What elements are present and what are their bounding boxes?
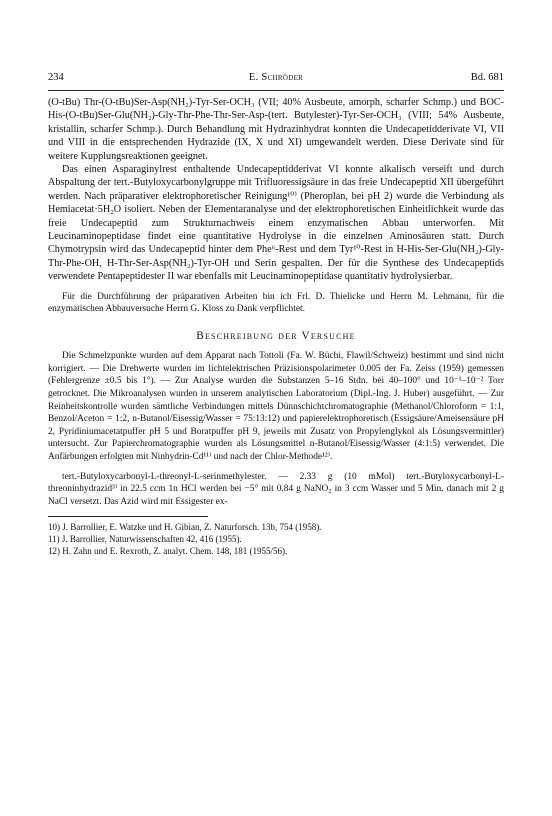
footnote: 12) H. Zahn und E. Rexroth, Z. analyt. Chem. 148, 181 (1955/56). — [48, 545, 288, 556]
paragraph-undecapeptide: Das einen Asparaginylrest enthaltende Undecapeptidderivat VI konnte alkalisch verseift und durch Abspaltung der tert.-Butyloxycarbonylgruppe mit Trifluoressigsäure in das freie Undecapeptid XII übergeführt werden. Nach präparativer elektrophoretischer Reinigung¹⁰⁾ (Pheroplan, bei pH 2) wurde die Verbindung als Hemiacetat·5H₂O isoliert. Neben der Elementaranalyse und der elektrophoretischen Einheitlichkeit wurde das freie Undecapeptid zum Strukturnachweis einem enzymatischen Abbau unterworfen. Mit Leucinaminopeptidase findet eine quantitative Hydrolyse in die einzelnen Aminosäuren statt. Durch Chymotrypsin wird das Undecapeptid hinter dem Phe⁶-Rest und dem Tyr¹⁰-Rest in H-His-Ser-Glu(NH₂)-Gly-Thr-Phe-OH, H-Thr-Ser-Asp(NH₂)-Tyr-OH und Serin gespalten. Der für die Synthese des Undecapeptids verwendete Pentapeptidester II war ebenfalls mit Leucinaminopeptidase quantitativ hydrolysierbar. — [48, 164, 504, 283]
page-number: 234 — [48, 72, 64, 83]
paragraph-continued: (O-tBu) Thr-(O-tBu)Ser-Asp(NH₂)-Tyr-Ser-OCH₃ (VII; 40% Ausbeute, amorph, scharfer Schmp.) und BOC-His-(O-tBu)Ser-Glu(NH₂)-Gly-Thr-Phe-Thr-Ser-Asp-(tert. Butylester)-Tyr-Ser-OCH₃ (VIII; 54% Ausbeute, kristallin, scharfer Schmp.). Durch Behandlung mit Hydrazinhydrat konnten die Undecapetidderivate VI, VII und VIII in die entsprechenden Hydrazide (IX, X und XI) umgewandelt werden. Diese Derivate sind für weitere Kupplungsreaktionen geeignet. — [48, 97, 504, 162]
footnote-rule — [48, 516, 208, 517]
header-rule — [48, 90, 504, 91]
procedure-paragraph: tert.-Butyloxycarbonyl-L-threonyl-L-serinmethylester. — 2.33 g (10 mMol) tert.-Butyloxycarbonyl-L-threoninhydrazid³⁾ in 22.5 ccm 1n HCl werden bei −5° mit 0.84 g NaNO₂ in 3 ccm Wasser und 5 Min. danach mit 2 g NaCl versetzt. Das Azid wird mit Essigester ex- — [48, 471, 504, 507]
acknowledgement: Für die Durchführung der präparativen Arbeiten bin ich Frl. D. Thielicke und Herrn M. Lehmann, für die enzymatischen Abbauversuche Herrn G. Kloss zu Dank verpflichtet. — [48, 291, 504, 315]
body-text — [48, 96, 504, 557]
methods-paragraph: Die Schmelzpunkte wurden auf dem Apparat nach Tottoli (Fa. W. Büchi, Flawil/Schweiz) bestimmt und sind nicht korrigiert. — Die Drehwerte wurden im lichtelektrischen Präzisionspolarimeter 0.005 der Fa. Zeiss (1959) gemessen (Fehlergrenze ±0.5 bis 1°). — Zur Analyse wurden die Substanzen 5–16 Stdn. bei 40–100° und 10⁻¹–10⁻² Torr getrocknet. Die Mikroanalysen wurden in unserem analytischen Laboratorium (Dipl.-Ing. J. Huber) ausgeführt. — Zur Reinheitskontrolle wurden sämtliche Verbindungen mittels Dünnschichtchromatographie (Methanol/Chloroform = 1:1, Benzol/Aceton = 1:2, n-Butanol/Eisessig/Wasser = 75:13:12) und papierelektrophoretisch (Essigsäure/Ameisensäure pH 2, Pyridiniumacetatpuffer pH 5 und Boratpuffer pH 9, jeweils mit Zusatz von Propylenglykol als Lösungsvermittler) untersucht. Zur Papierchromatographie wurden als Lösungsmittel n-Butanol/Eisessig/Wasser (4:1:5) verwendet. Die Anfärbungen erfolgten mit Ninhydrin-Cd¹¹⁾ und nach der Chlor-Methode¹²⁾. — [48, 351, 504, 463]
section-title: Beschreibung der Versuche — [196, 329, 356, 342]
running-author: E. Schröder — [248, 72, 304, 83]
volume-label: Bd. 681 — [470, 72, 504, 83]
page-header — [48, 72, 504, 86]
footnote: 11) J. Barrollier, Naturwissenschaften 42, 416 (1955). — [48, 534, 242, 544]
footnote: 10) J. Barrollier, E. Watzke und H. Gibian, Z. Naturforsch. 13b, 754 (1958). — [48, 522, 322, 533]
